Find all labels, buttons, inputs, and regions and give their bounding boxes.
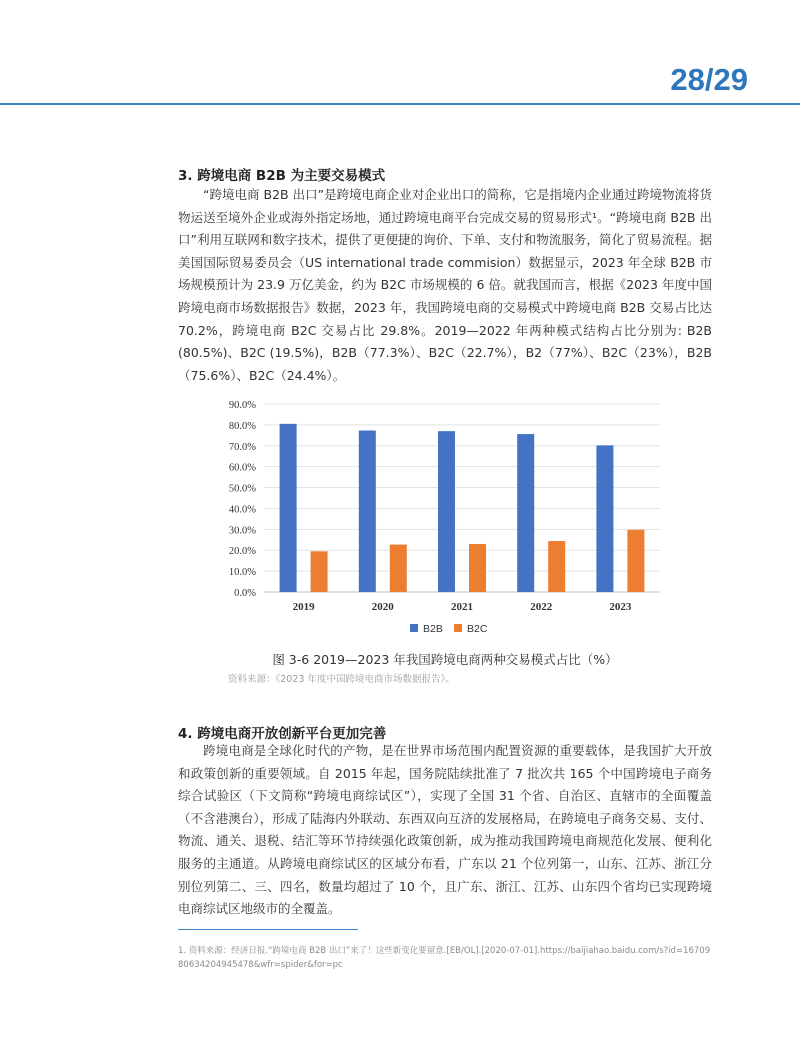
section-heading-b2b: 3. 跨境电商 B2B 为主要交易模式 bbox=[178, 168, 386, 184]
bar-b2c-2021 bbox=[469, 544, 486, 592]
bar-b2b-2023 bbox=[596, 445, 613, 592]
bar-b2c-2019 bbox=[311, 551, 328, 592]
figure-source: 资料来源：《2023 年度中国跨境电商市场数据报告》。 bbox=[228, 674, 455, 685]
header-divider bbox=[0, 103, 800, 105]
legend-label-b2c: B2C bbox=[467, 623, 488, 635]
bar-b2b-2020 bbox=[359, 431, 376, 592]
bar-b2c-2020 bbox=[390, 545, 407, 592]
x-tick-label: 2020 bbox=[371, 601, 394, 613]
x-tick-label: 2021 bbox=[451, 601, 473, 613]
y-tick-label: 50.0% bbox=[228, 483, 256, 495]
legend-swatch-b2b bbox=[410, 624, 418, 632]
bar-b2b-2022 bbox=[517, 434, 534, 592]
y-tick-label: 10.0% bbox=[228, 567, 256, 579]
legend-label-b2b: B2B bbox=[423, 623, 443, 635]
page-number: 28/29 bbox=[670, 62, 748, 97]
footnote-divider bbox=[178, 929, 358, 930]
bar-b2b-2019 bbox=[280, 424, 297, 592]
bar-chart-svg bbox=[178, 388, 712, 646]
y-tick-label: 60.0% bbox=[228, 462, 256, 474]
x-tick-label: 2019 bbox=[292, 601, 315, 613]
y-tick-label: 0.0% bbox=[234, 588, 256, 599]
bar-chart bbox=[178, 388, 712, 646]
y-tick-label: 80.0% bbox=[228, 420, 256, 432]
figure-caption: 图 3-6 2019—2023 年我国跨境电商两种交易模式占比（%） bbox=[272, 652, 618, 667]
y-tick-label: 40.0% bbox=[228, 504, 256, 516]
bar-b2b-2021 bbox=[438, 431, 455, 592]
section-heading-platform: 4. 跨境电商开放创新平台更加完善 bbox=[178, 726, 387, 742]
y-tick-label: 20.0% bbox=[228, 546, 256, 558]
bar-b2c-2023 bbox=[627, 530, 644, 592]
y-tick-label: 70.0% bbox=[228, 441, 256, 453]
y-tick-label: 30.0% bbox=[228, 525, 256, 537]
footnote: 1. 资料来源：经济日报.“跨境电商 B2B 出口”来了！这些新变化要留意.[EB/OL].[2020-07-01].https://baijiahao.baidu.com/s?id=1670980634204945478&wfr=spider&for=pc bbox=[178, 946, 711, 970]
x-tick-label: 2022 bbox=[530, 601, 553, 613]
x-tick-label: 2023 bbox=[609, 601, 632, 613]
y-tick-label: 90.0% bbox=[228, 400, 256, 411]
section-paragraph-b2b: “跨境电商 B2B 出口”是跨境电商企业对企业出口的简称，它是指境内企业通过跨境物流将货物运送至境外企业或海外指定场地，通过跨境电商平台完成交易的贸易形式¹。“跨境电商 B2B 出口”利用互联网和数字技术，提供了更便捷的询价、下单、支付和物流服务，简化了贸易流程。据美国国际贸易委员会（US international trade commision）数据显示，2023 年全球 B2B 市场规模预计为 23.9 万亿美金，约为 B2C 市场规模的 6 倍。就我国而言，根据《2023 年度中国跨境电商市场数据报告》数据，2023 年，我国跨境电商的交易模式中跨境电商 B2B 交易占比达 70.2%，跨境电商 B2C 交易占比 29.8%。2019—2022 年两种模式结构占比分别为: B2B (80.5%)、B2C (19.5%)，B2B（77.3%）、B2C（22.7%），B2（77%）、B2C（23%），B2B（75.6%）、B2C（24.4%）。 bbox=[178, 187, 712, 383]
legend-swatch-b2c bbox=[454, 624, 462, 632]
bar-b2c-2022 bbox=[548, 541, 565, 592]
section-paragraph-platform: 跨境电商是全球化时代的产物，是在世界市场范围内配置资源的重要载体，是我国扩大开放和政策创新的重要领域。自 2015 年起，国务院陆续批准了 7 批次共 165 个中国跨境电子商务综合试验区（下文简称“跨境电商综试区”），实现了全国 31 个省、自治区、直辖市的全面覆盖（不含港澳台），形成了陆海内外联动、东西双向互济的发展格局，在跨境电子商务交易、支付、物流、通关、退税、结汇等环节持续强化政策创新，成为推动我国跨境电商规范化发展、便利化服务的主通道。从跨境电商综试区的区域分布看，广东以 21 个位列第一，山东、江苏、浙江分别位列第二、三、四名，数量均超过了 10 个，且广东、浙江、江苏、山东四个省均已实现跨境电商综试区地级市的全覆盖。 bbox=[178, 743, 712, 917]
